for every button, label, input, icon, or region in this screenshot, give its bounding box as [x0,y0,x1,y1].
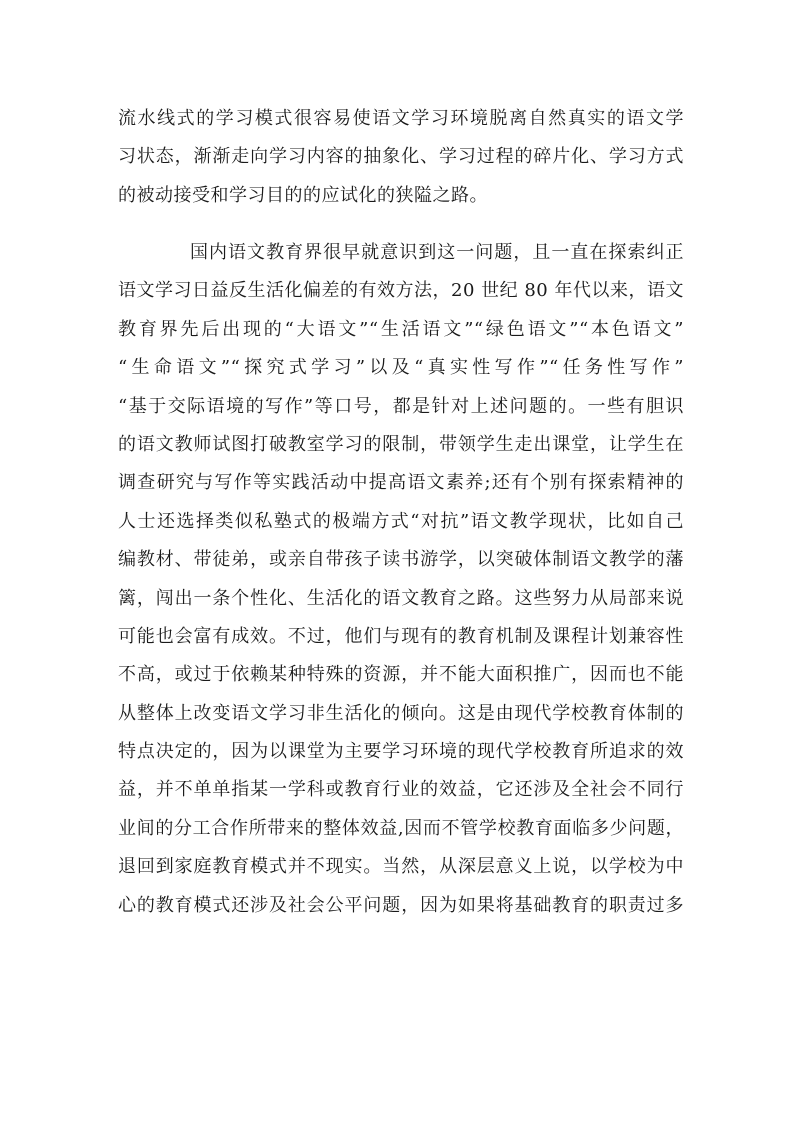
paragraph-line: 特点决定的，因为以课堂为主要学习环境的现代学校教育所追求的效 [118,741,684,763]
paragraph-line: 调查研究与写作等实践活动中提高语文素养;还有个别有探索精神的 [118,472,684,494]
paragraph-line: 的语文教师试图打破教室学习的限制，带领学生走出课堂，让学生在 [118,433,684,455]
paragraph-line: 篱，闯出一条个性化、生活化的语文教育之路。这些努力从局部来说 [118,587,684,609]
paragraph-line: 心的教育模式还涉及社会公平问题，因为如果将基础教育的职责过多 [118,894,684,916]
paragraph-line: 的被动接受和学习目的的应试化的狭隘之路。 [118,184,488,206]
paragraph-1 [118,100,684,215]
paragraph-2 [118,234,684,925]
paragraph-line: “生命语文”“探究式学习”以及“真实性写作”“任务性写作” [118,357,684,379]
paragraph-line: 语文学习日益反生活化偏差的有效方法，20 世纪 80 年代以来，语文 [118,280,684,302]
paragraph-line: 退回到家庭教育模式并不现实。当然，从深层意义上说，以学校为中 [118,856,684,878]
paragraph-line: 流水线式的学习模式很容易使语文学习环境脱离自然真实的语文学 [118,108,684,129]
paragraph-line: 教育界先后出现的“大语文”“生活语文”“绿色语文”“本色语文” [118,318,684,340]
paragraph-line: 可能也会富有成效。不过，他们与现有的教育机制及课程计划兼容性 [118,625,684,647]
paragraph-line: 人士还选择类似私塾式的极端方式“对抗”语文教学现状，比如自己 [118,510,684,532]
paragraph-line: 益，并不单单指某一学科或教育行业的效益，它还涉及全社会不同行 [118,779,684,801]
paragraph-line: 习状态，渐渐走向学习内容的抽象化、学习过程的碎片化、学习方式 [118,146,684,168]
paragraph-line: 国内语文教育界很早就意识到这一问题，且一直在探索纠正 [190,242,684,263]
paragraph-line: “基于交际语境的写作”等口号，都是针对上述问题的。一些有胆识 [118,395,684,417]
paragraph-line: 从整体上改变语文学习非生活化的倾向。这是由现代学校教育体制的 [118,702,684,724]
paragraph-line: 不高，或过于依赖某种特殊的资源，并不能大面积推广，因而也不能 [118,664,684,686]
paragraph-line: 业间的分工合作所带来的整体效益,因而不管学校教育面临多少问题， [118,817,684,839]
paragraph-line: 编教材、带徒弟，或亲自带孩子读书游学，以突破体制语文教学的藩 [118,549,684,571]
